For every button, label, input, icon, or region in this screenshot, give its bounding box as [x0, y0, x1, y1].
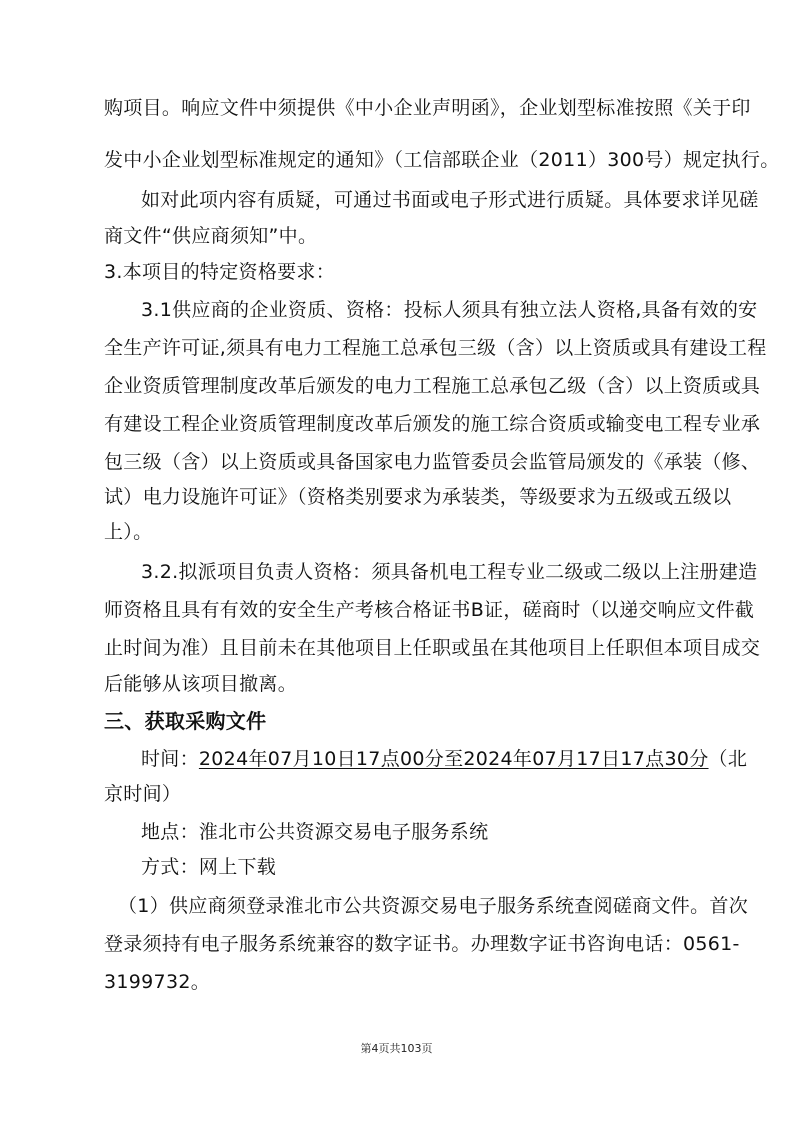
paragraph-line: 后能够从该项目撤离。	[104, 673, 298, 695]
method-line: 方式：网上下载	[141, 856, 277, 878]
paragraph-line: 试）电力设施许可证》（资格类别要求为承装类，等级要求为五级或五级以	[104, 486, 732, 508]
paragraph-line: 包三级（含）以上资质或具备国家电力监管委员会监管局颁发的《承装（修、	[104, 451, 761, 473]
paragraph-line: 登录须持有电子服务系统兼容的数字证书。办理数字证书咨询电话：0561-	[104, 933, 740, 955]
paragraph-line: 上）。	[104, 521, 153, 543]
paragraph-line: 购项目。响应文件中须提供《中小企业声明函》，企业划型标准按照《关于印	[104, 97, 751, 119]
paragraph-line: （1）供应商须登录淮北市公共资源交易电子服务系统查阅磋商文件。首次	[118, 895, 748, 917]
paragraph-line: 发中小企业划型标准规定的通知》（工信部联企业（2011）300号）规定执行。	[104, 149, 780, 171]
paragraph-line: 商文件“供应商须知”中。	[104, 225, 318, 247]
time-label: 时间：	[141, 748, 199, 770]
paragraph-line: 3199732。	[104, 971, 211, 993]
section-subtitle: 3.本项目的特定资格要求：	[104, 261, 336, 283]
paragraph-line: 企业资质管理制度改革后颁发的电力工程施工总承包乙级（含）以上资质或具	[104, 375, 761, 397]
paragraph-line: 如对此项内容有质疑，可通过书面或电子形式进行质疑。具体要求详见磋	[141, 189, 759, 211]
paragraph-line: 有建设工程企业资质管理制度改革后颁发的施工综合资质或输变电工程专业承	[104, 413, 761, 435]
section-heading: 三、获取采购文件	[104, 709, 267, 733]
place-line: 地点：淮北市公共资源交易电子服务系统	[141, 821, 489, 843]
paragraph-line: 止时间为准）且目前未在其他项目上任职或虽在其他项目上任职但本项目成交	[104, 637, 761, 659]
time-suffix: （北	[708, 748, 748, 770]
paragraph-line: 京时间）	[104, 783, 182, 805]
paragraph-line: 3.1供应商的企业资质、资格：投标人须具有独立法人资格,具备有效的安	[141, 299, 758, 321]
paragraph-line: 全生产许可证,须具有电力工程施工总承包三级（含）以上资质或具有建设工程	[104, 337, 767, 359]
paragraph-line: 3.2.拟派项目负责人资格：须具备机电工程专业二级或二级以上注册建造	[141, 561, 758, 583]
page-number: 第4页共103页	[360, 1042, 433, 1055]
time-value: 2024年07月10日17点00分至2024年07月17日17点30分	[198, 748, 709, 770]
paragraph-line: 师资格且具有有效的安全生产考核合格证书B证，磋商时（以递交响应文件截	[104, 599, 755, 621]
time-line	[141, 745, 747, 773]
